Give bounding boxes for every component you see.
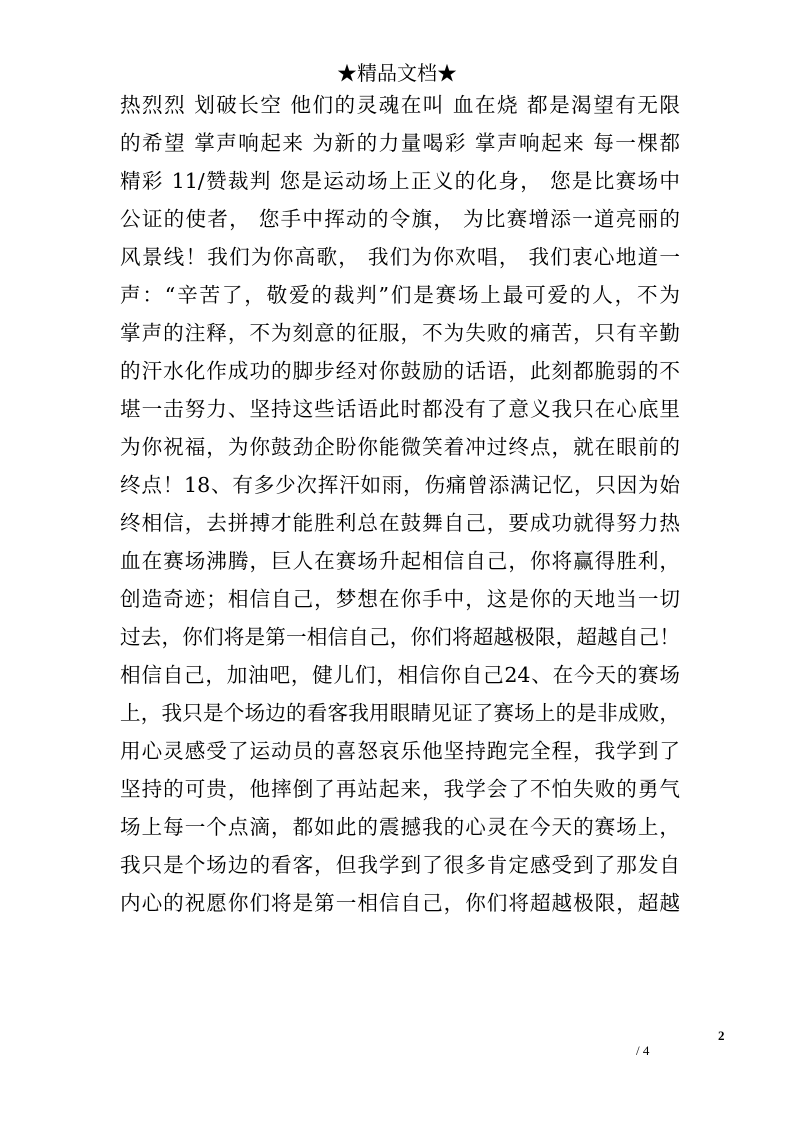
text-line: 堪一击努力、坚持这些话语此时都没有了意义我只在心底里: [120, 397, 680, 421]
text-line: 过去，你们将是第一相信自己，你们将超越极限，超越自己！: [120, 625, 680, 649]
text-line: 用心灵感受了运动员的喜怒哀乐他坚持跑完全程，我学到了: [120, 739, 680, 763]
text-line: 血在赛场沸腾，巨人在赛场升起相信自己，你将赢得胜利，: [120, 549, 680, 573]
text-line: 终相信，去拼搏才能胜利总在鼓舞自己，要成功就得努力热: [120, 511, 680, 535]
text-line: 相信自己，加油吧，健儿们，相信你自己24、在今天的赛场: [120, 663, 680, 687]
document-header-title: ★精品文档★: [337, 61, 457, 85]
text-line: 上，我只是个场边的看客我用眼睛见证了赛场上的是非成败，: [120, 701, 680, 725]
text-line: 热烈烈 划破长空 他们的灵魂在叫 血在烧 都是渴望有无限: [120, 93, 680, 117]
text-line: 创造奇迹；相信自己，梦想在你手中，这是你的天地当一切: [120, 587, 680, 611]
text-line: 声：“辛苦了，敬爱的裁判”们是赛场上最可爱的人，不为: [120, 283, 680, 307]
text-line: 我只是个场边的看客，但我学到了很多肯定感受到了那发自: [120, 853, 680, 877]
text-line: 内心的祝愿你们将是第一相信自己，你们将超越极限，超越: [120, 891, 680, 915]
text-line: 公证的使者， 您手中挥动的令旗， 为比赛增添一道亮丽的: [120, 207, 680, 231]
text-line: 的希望 掌声响起来 为新的力量喝彩 掌声响起来 每一棵都: [120, 131, 680, 155]
page-total: / 4: [636, 1043, 650, 1058]
text-line: 为你祝福，为你鼓劲企盼你能微笑着冲过终点，就在眼前的: [120, 435, 680, 459]
text-line: 风景线！我们为你高歌， 我们为你欢唱， 我们衷心地道一: [120, 245, 680, 269]
text-line: 坚持的可贵，他摔倒了再站起来，我学会了不怕失败的勇气: [120, 777, 680, 801]
text-line: 场上每一个点滴，都如此的震撼我的心灵在今天的赛场上，: [120, 815, 680, 839]
text-line: 精彩 11/赞裁判 您是运动场上正义的化身， 您是比赛场中: [120, 169, 680, 193]
text-line: 的汗水化作成功的脚步经对你鼓励的话语，此刻都脆弱的不: [120, 359, 680, 383]
text-line: 掌声的注释，不为刻意的征服，不为失败的痛苦，只有辛勤: [120, 321, 680, 345]
text-line: 终点！18、有多少次挥汗如雨，伤痛曾添满记忆，只因为始: [120, 473, 680, 497]
page-number: 2: [718, 1028, 725, 1043]
document-body: [120, 86, 680, 922]
